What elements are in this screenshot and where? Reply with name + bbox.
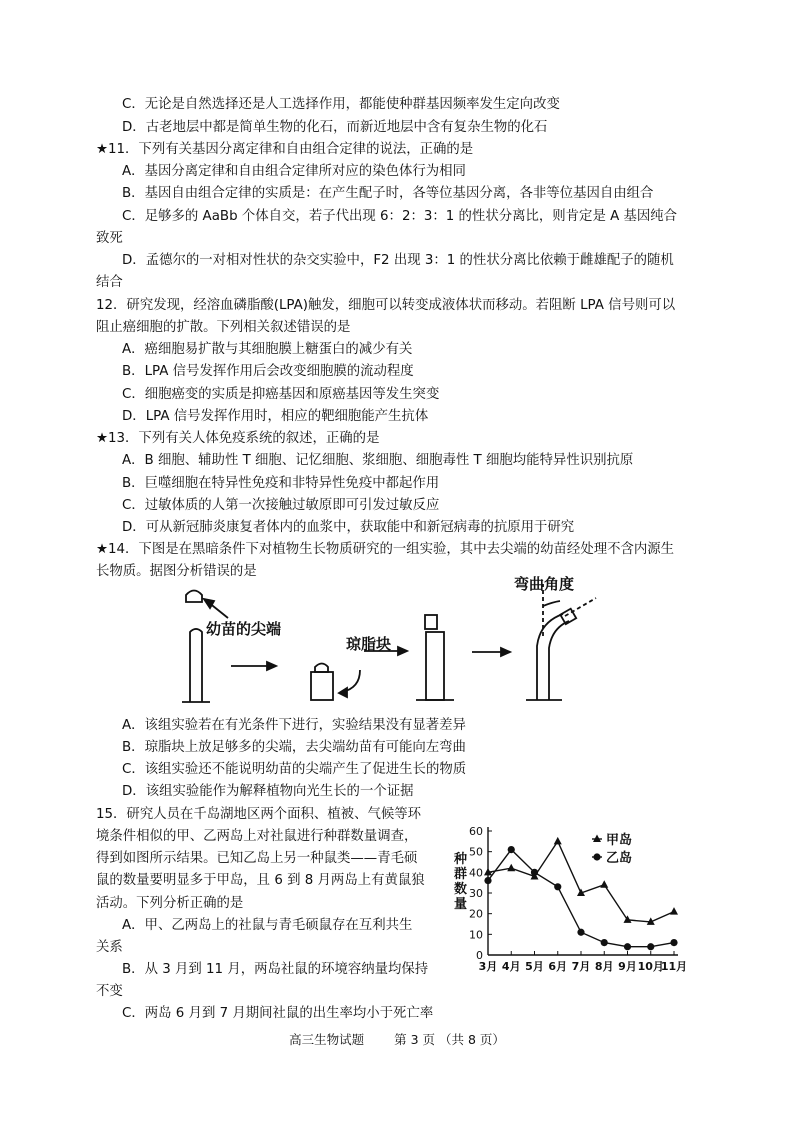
q11-option-b: B．基因自由组合定律的实质是：在产生配子时，各等位基因分离，各非等位基因自由组合	[122, 186, 654, 201]
y-axis-label	[453, 851, 468, 912]
q14-option-a: A．该组实验若在有光条件下进行，实验结果没有显著差异	[122, 718, 466, 733]
straight-seedling	[426, 632, 444, 700]
plant-experiment-diagram	[176, 572, 652, 712]
q13-option-b: B．巨噬细胞在特异性免疫和非特异性免疫中都起作用	[122, 476, 440, 491]
agar-block	[311, 672, 333, 700]
legend-label: 乙岛	[606, 851, 633, 866]
q15-option-a-cont: 关系	[96, 940, 123, 955]
data-point-circle	[601, 939, 608, 946]
q14-stem-cont: 长物质。据图分析错误的是	[96, 564, 257, 579]
q15-option-a: A．甲、乙两岛上的社鼠与青毛硕鼠存在互利共生	[122, 918, 413, 933]
x-tick-label: 11月	[660, 960, 688, 973]
y-tick-label: 0	[476, 949, 483, 962]
data-point-circle	[554, 883, 561, 890]
q15-stem-4: 鼠的数量要明显多于甲岛，且 6 到 8 月两岛上有黄鼠狼	[96, 873, 425, 888]
q14-stem: ★14．下图是在黑暗条件下对植物生长物质研究的一组实验，其中去尖端的幼苗经处理不含内源生	[96, 542, 675, 557]
q15-option-b-cont: 不变	[96, 984, 123, 999]
q11-option-c-cont: 致死	[96, 231, 123, 246]
q14-option-d: D．该组实验能作为解释植物向光生长的一个证据	[122, 784, 414, 799]
q15-option-b: B．从 3 月到 11 月，两岛社鼠的环境容纳量均保持	[122, 962, 429, 977]
legend-label: 甲岛	[606, 833, 633, 848]
q12-option-d: D．LPA 信号发挥作用时，相应的靶细胞能产生抗体	[122, 409, 429, 424]
angle-arc	[543, 601, 560, 606]
q13-option-c: C．过敏体质的人第一次接触过敏原即可引发过敏反应	[122, 498, 440, 513]
data-point-triangle	[670, 907, 678, 915]
population-line-chart	[452, 815, 692, 985]
footer-page-number: 第 3 页 （共 8 页）	[394, 1032, 505, 1047]
x-tick-label: 5月	[525, 960, 544, 973]
q15-stem-3: 得到如图所示结果。已知乙岛上另一种鼠类——青毛硕	[96, 851, 418, 866]
curved-seedling	[537, 614, 569, 700]
q12-option-c: C．细胞癌变的实质是抑癌基因和原癌基因等发生突变	[122, 387, 440, 402]
data-point-circle	[670, 939, 677, 946]
y-axis-label-char: 群	[454, 867, 468, 882]
q11-option-d-cont: 结合	[96, 275, 123, 290]
data-point-circle	[531, 869, 538, 876]
q12-option-a: A．癌细胞易扩散与其细胞膜上糖蛋白的减少有关	[122, 342, 413, 357]
data-point-circle	[624, 943, 631, 950]
x-tick-label: 7月	[571, 960, 591, 973]
x-tick-label: 6月	[548, 960, 568, 973]
x-tick-label: 9月	[618, 960, 637, 973]
data-point-circle	[484, 877, 491, 884]
x-tick-label: 10月	[637, 960, 664, 973]
y-axis-label-char: 种	[454, 852, 468, 867]
q11-stem: ★11．下列有关基因分离定律和自由组合定律的说法，正确的是	[96, 142, 474, 157]
tip-label: 幼苗的尖端	[206, 620, 282, 638]
tip-on-agar	[315, 664, 328, 673]
q15-stem-2: 境条件相似的甲、乙两岛上对社鼠进行种群数量调查，	[96, 829, 418, 844]
y-tick-label: 50	[469, 845, 483, 859]
angle-label: 弯曲角度	[514, 575, 575, 593]
y-axis-label-char: 量	[454, 897, 468, 912]
y-tick-label: 30	[469, 887, 483, 900]
decapitated-seedling	[190, 629, 202, 702]
q13-stem: ★13．下列有关人体免疫系统的叙述，正确的是	[96, 431, 380, 446]
y-tick-label: 10	[469, 928, 483, 942]
y-tick-label: 60	[469, 825, 483, 838]
q15-option-c: C．两岛 6 月到 7 月期间社鼠的出生率均小于死亡率	[122, 1006, 434, 1021]
data-point-circle	[508, 846, 515, 853]
q11-option-d: D．孟德尔的一对相对性状的杂交实验中，F2 出现 3：1 的性状分离比依赖于雌雄配子的随机	[122, 253, 674, 268]
x-tick-label: 3月	[478, 960, 498, 973]
data-point-circle	[647, 943, 654, 950]
footer-subject: 高三生物试题	[289, 1032, 365, 1047]
q14-option-c: C．该组实验还不能说明幼苗的尖端产生了促进生长的物质	[122, 762, 467, 777]
q15-stem-5: 活动。下列分析正确的是	[96, 896, 244, 911]
bend-direction-line	[565, 598, 596, 616]
q15-stem-1: 15．研究人员在千岛湖地区两个面积、植被、气候等环	[96, 807, 422, 822]
q12-stem: 12．研究发现，经溶血磷脂酸(LPA)触发，细胞可以转变成液体状而移动。若阻断 LPA 信号则可以	[96, 298, 676, 313]
q14-option-b: B．琼脂块上放足够多的尖端，去尖端幼苗有可能向左弯曲	[122, 740, 466, 755]
data-point-triangle	[600, 880, 608, 888]
agar-label: 琼脂块	[346, 635, 392, 653]
q10-option-c: C．无论是自然选择还是人工选择作用，都能使种群基因频率发生定向改变	[122, 97, 560, 112]
q13-option-a: A．B 细胞、辅助性 T 细胞、记忆细胞、浆细胞、细胞毒性 T 细胞均能特异性识别抗原	[122, 453, 634, 468]
seedling-tip	[186, 591, 202, 603]
x-tick-label: 4月	[501, 960, 521, 973]
legend-circle-marker	[593, 853, 600, 860]
page-footer	[0, 1030, 794, 1048]
y-tick-label: 20	[469, 907, 483, 921]
x-tick-label: 8月	[594, 960, 614, 973]
q12-stem-cont: 阻止癌细胞的扩散。下列相关叙述错误的是	[96, 320, 351, 335]
q10-option-d: D．古老地层中都是简单生物的化石，而新近地层中含有复杂生物的化石	[122, 120, 548, 135]
q13-option-d: D．可从新冠肺炎康复者体内的血浆中，获取能中和新冠病毒的抗原用于研究	[122, 520, 575, 535]
q11-option-a: A．基因分离定律和自由组合定律所对应的染色体行为相同	[122, 164, 466, 179]
data-point-triangle	[507, 864, 515, 872]
agar-on-seedling	[425, 615, 437, 629]
data-point-circle	[577, 929, 584, 936]
data-point-triangle	[554, 837, 562, 845]
y-tick-label: 40	[469, 866, 483, 880]
q11-option-c: C．足够多的 AaBb 个体自交，若子代出现 6：2：3：1 的性状分离比，则肯定是 A 基因纯合	[122, 209, 678, 224]
q12-option-b: B．LPA 信号发挥作用后会改变细胞膜的流动程度	[122, 364, 414, 379]
y-axis-label-char: 数	[454, 882, 468, 897]
legend-triangle-marker	[593, 835, 601, 843]
